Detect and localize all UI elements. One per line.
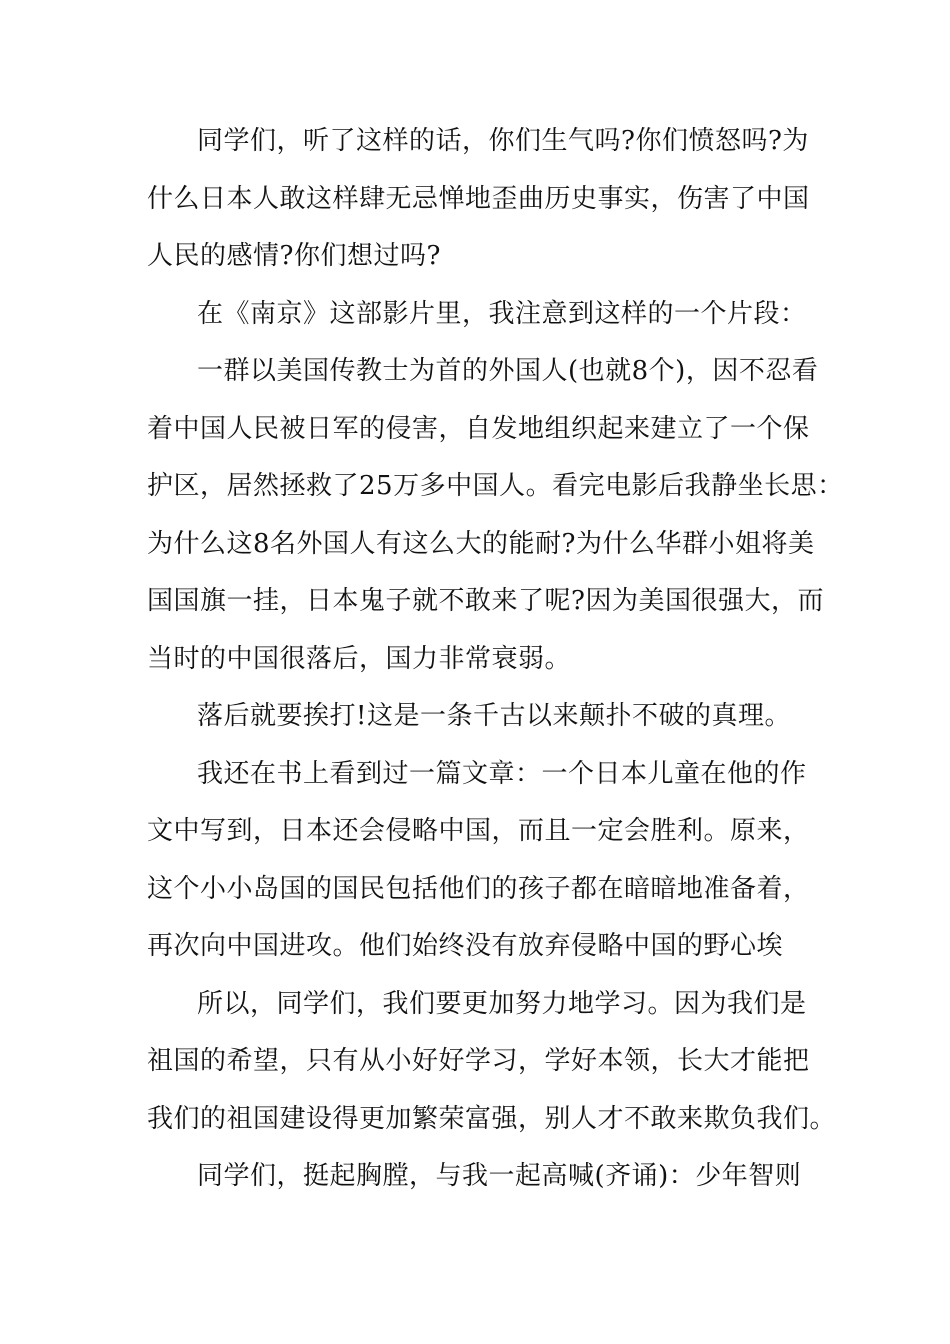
text-line: 人民的感情?你们想过吗? <box>147 241 441 271</box>
text-line: 文中写到，日本还会侵略中国，而且一定会胜利。原来， <box>147 816 810 846</box>
text-line: 我还在书上看到过一篇文章：一个日本儿童在他的作 <box>197 759 807 789</box>
text-line: 国国旗一挂，日本鬼子就不敢来了呢?因为美国很强大，而 <box>147 586 824 616</box>
text-line: 同学们，挺起胸膛，与我一起高喊(齐诵)：少年智则 <box>197 1161 802 1191</box>
text-line: 为什么这8名外国人有这么大的能耐?为什么华群小姐将美 <box>147 529 815 559</box>
text-line: 一群以美国传教士为首的外国人(也就8个)，因不忍看 <box>197 356 819 386</box>
text-line: 同学们，听了这样的话，你们生气吗?你们愤怒吗?为 <box>197 126 809 156</box>
text-line: 什么日本人敢这样肆无忌惮地歪曲历史事实，伤害了中国 <box>147 184 810 214</box>
text-line: 落后就要挨打!这是一条千古以来颠扑不破的真理。 <box>197 701 791 731</box>
text-line: 所以，同学们，我们要更加努力地学习。因为我们是 <box>197 989 807 1019</box>
text-line: 着中国人民被日军的侵害，自发地组织起来建立了一个保 <box>147 414 810 444</box>
text-line: 护区，居然拯救了25万多中国人。看完电影后我静坐长思： <box>147 471 844 501</box>
text-line: 这个小小岛国的国民包括他们的孩子都在暗暗地准备着， <box>147 874 810 904</box>
text-line: 再次向中国进攻。他们始终没有放弃侵略中国的野心埃 <box>147 931 784 961</box>
text-line: 当时的中国很落后，国力非常衰弱。 <box>147 644 572 674</box>
text-line: 我们的祖国建设得更加繁荣富强，别人才不敢来欺负我们。 <box>147 1104 837 1134</box>
text-line: 在《南京》这部影片里，我注意到这样的一个片段： <box>197 299 807 329</box>
text-line: 祖国的希望，只有从小好好学习，学好本领，长大才能把 <box>147 1046 810 1076</box>
